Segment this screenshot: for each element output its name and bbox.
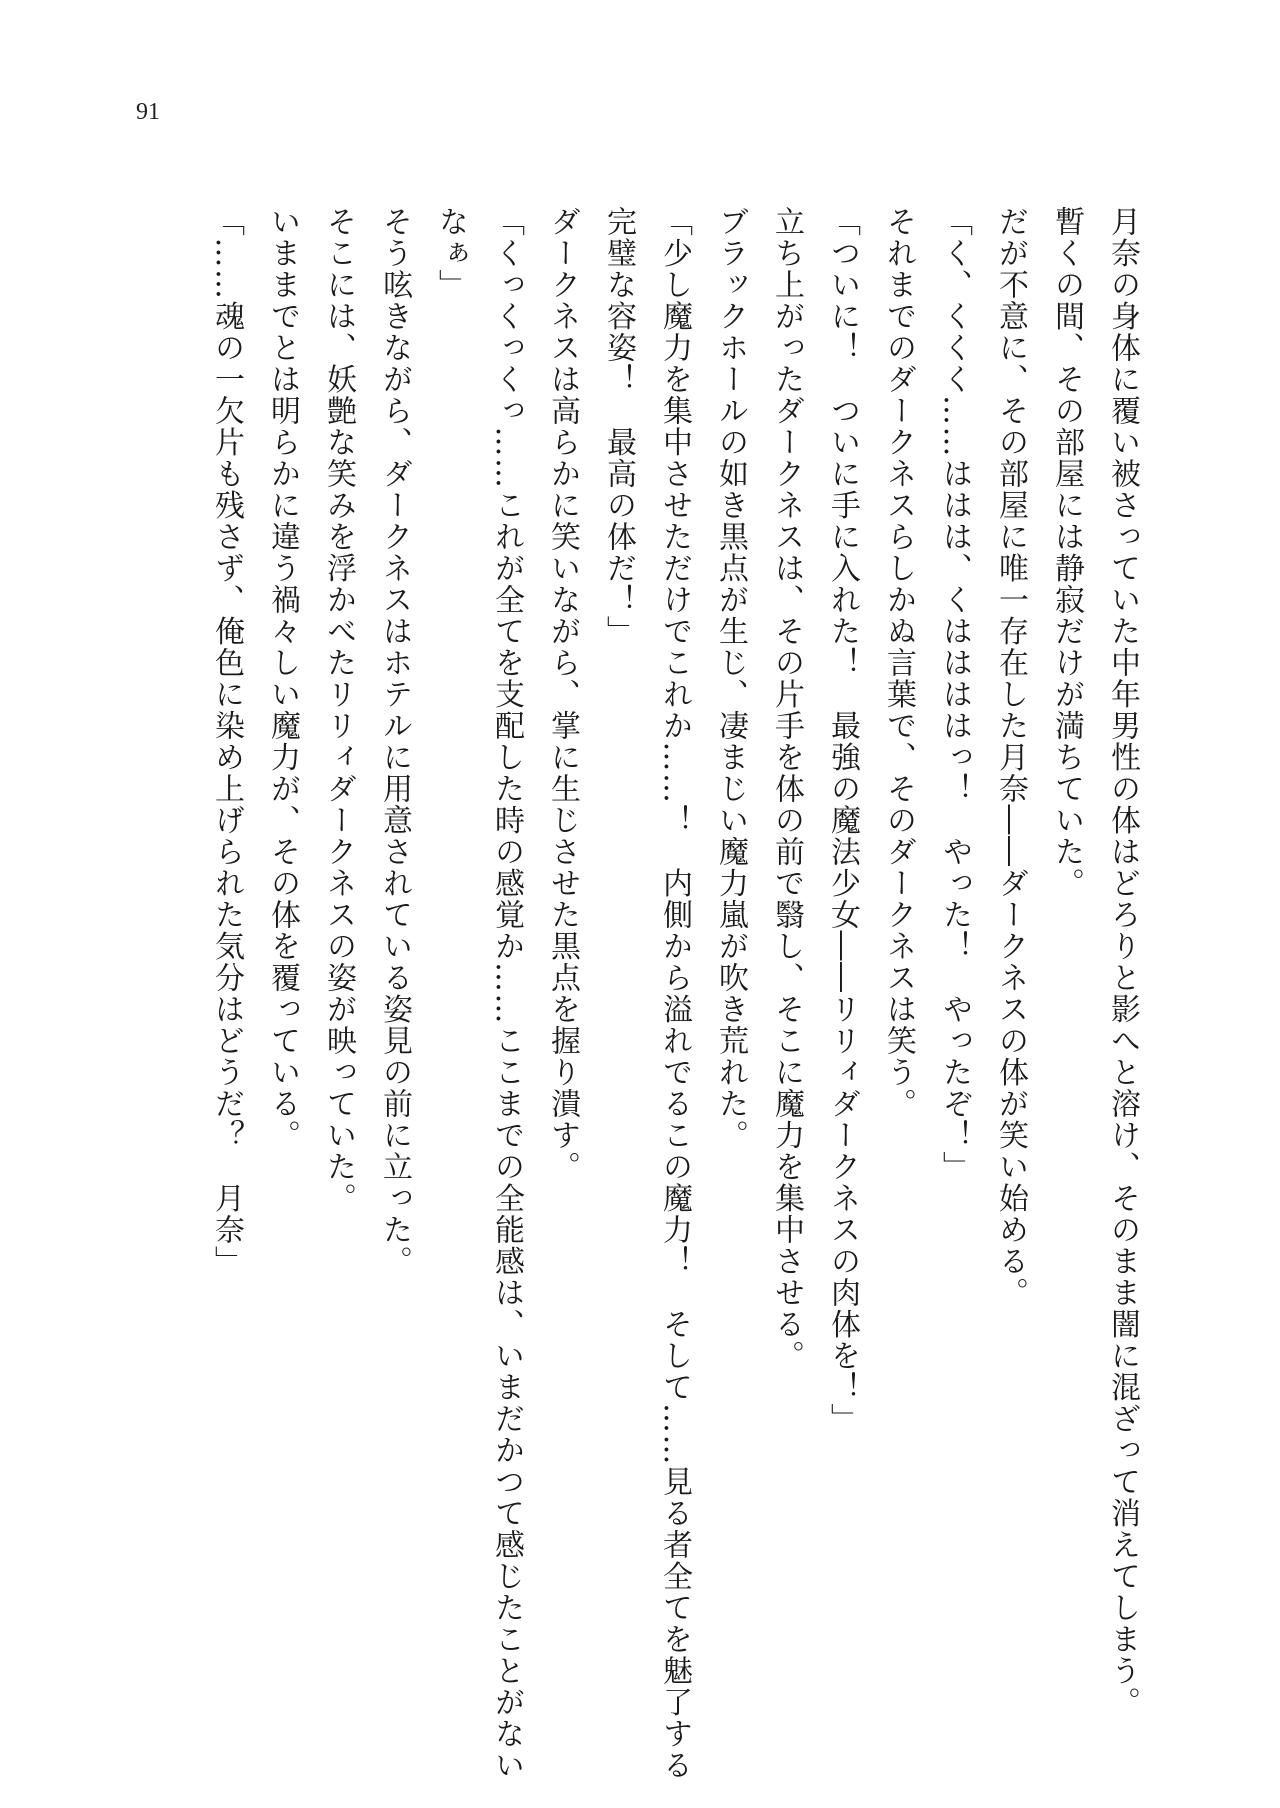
paragraph-9: 「少し魔力を集中させただけでこれか……！ 内側から溢れでるこの魔力！ そして……見る者全てを魅了する: [657, 206, 692, 1781]
paragraph-11: ダークネスは高らかに笑いながら、掌に生じさせた黒点を握り潰す。: [545, 206, 580, 1183]
paragraph-2: 暫くの間、その部屋には静寂だけが満ちていた。: [1049, 206, 1084, 899]
paragraph-13: なぁ」: [433, 206, 468, 301]
paragraph-3: だが不意に、その部屋に唯一存在した月奈――ダークネスの体が笑い始める。: [993, 206, 1028, 1309]
paragraph-16: いままでとは明らかに違う禍々しい魔力が、その体を覆っている。: [265, 206, 300, 1151]
paragraph-12: 「くっくっくっ……これが全てを支配した時の感覚か……ここまでの全能感は、いまだかつて感じたことがない: [489, 206, 524, 1781]
paragraph-1: 月奈の身体に覆い被さっていた中年男性の体はどろりと影へと溶け、そのまま闇に混ざって消えてしまう。: [1105, 206, 1140, 1718]
paragraph-17: 「……魂の一欠片も残さず、俺色に染め上げられた気分はどうだ？ 月奈」: [209, 206, 244, 1277]
body-text: [198, 206, 1150, 1781]
page-number: 91: [136, 99, 160, 125]
paragraph-4: 「く、くくく……ははは、くははははっ！ やった！ やったぞ！」: [937, 206, 972, 1183]
paragraph-5: それまでのダークネスらしかぬ言葉で、そのダークネスは笑う。: [881, 206, 916, 1120]
paragraph-14: そう呟きながら、ダークネスはホテルに用意されている姿見の前に立った。: [377, 206, 412, 1277]
paragraph-6: 「ついに！ ついに手に入れた！ 最強の魔法少女――リリィダークネスの肉体を！」: [825, 206, 860, 1435]
paragraph-10: 完璧な容姿！ 最高の体だ！」: [601, 206, 636, 647]
paragraph-7: 立ち上がったダークネスは、その片手を体の前で翳し、そこに魔力を集中させる。: [769, 206, 804, 1372]
paragraph-8: ブラックホールの如き黒点が生じ、凄まじい魔力嵐が吹き荒れた。: [713, 206, 748, 1151]
paragraph-15: そこには、妖艶な笑みを浮かべたリリィダークネスの姿が映っていた。: [321, 206, 356, 1214]
